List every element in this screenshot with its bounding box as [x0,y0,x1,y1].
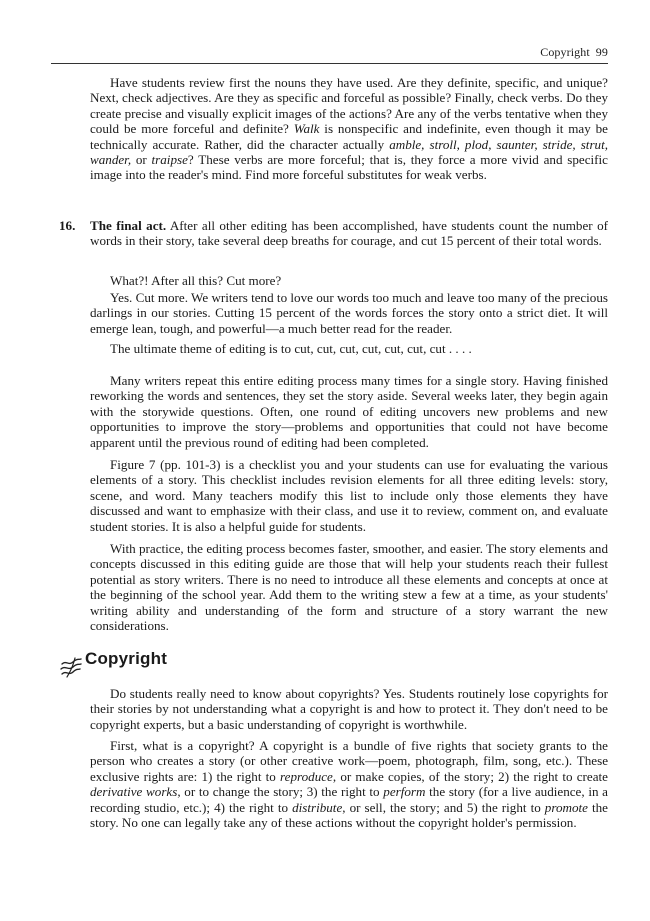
sub-paragraph: Yes. Cut more. We writers tend to love our words too much and leave too many of the precious darlings in our stories. Cutting 15 percent of the words forces the story onto a strict diet. It will emerge lean, tough, and powerful—a much better read for the reader. [90,290,608,336]
sub-paragraph: What?! After all this? Cut more? [110,273,282,288]
sub-paragraph: The ultimate theme of editing is to cut, cut, cut, cut, cut, cut, cut . . . . [110,341,472,356]
emphasis-derivative-works: derivative works [90,784,178,800]
page-number: 99 [595,45,608,59]
text-run: , or sell, the story; and 5) the right to [342,799,545,815]
emphasis-perform: perform [383,784,426,800]
running-head [540,45,608,60]
emphasis-walk: Walk [293,121,320,137]
running-header [51,39,608,64]
emphasis-distribute: distribute [292,799,343,815]
list-item-title: The final act. [90,218,167,233]
paragraph-figure-7: Figure 7 (pp. 101-3) is a checklist you and your students can use for evaluating the various elements of a story. This checklist includes revision elements for all three editing levels: story, scene, and word. Many teachers modify this list to include only those elements they have discussed and want to emphasize with their class, and use it to review, comment on, and evaluate student stories. It is also a helpful guide for students. [90,457,608,534]
list-item-body [90,218,608,249]
text-run: After all other editing has been accomplished, have students count the number of words in their story, take several deep breaths for courage, and cut 15 percent of their total words. [90,218,608,249]
text-run: , or to change the story; 3) the right to [177,784,384,800]
text-run: ? These verbs are more forceful; that is, they force a more vivid and specific image into the reader's mind. Find more forceful substitutes for weak verbs. [90,152,608,183]
paragraph-word-level-editing [90,75,608,183]
emphasis-verb-list: amble, stroll, plod, saunter, stride, strut, wander, [90,136,608,168]
emphasis-promote: promote [544,799,588,815]
paragraph-practice: With practice, the editing process becomes faster, smoother, and easier. The story elements and concepts discussed in this editing guide are those that will help your students reach their fullest potential as story writers. There is no need to introduce all these elements and concepts at once at the beginning of the school year. Add them to the writing stew a few at a time, as your students' writing ability and understanding of the form and structure of a story warrant the new considerations. [90,541,608,634]
swirl-ornament-icon [59,656,83,678]
section-title: Copyright [85,649,168,668]
running-title: Copyright [540,45,590,59]
text-run: First, what is a copyright? A copyright is a bundle of five rights that society grants to the person who creates a story (or other creative work—poem, photograph, film, song, etc.). These exclusive rights are: 1) the right to [90,738,608,784]
emphasis-traipse: traipse [151,152,188,168]
paragraph-copyright-intro: Do students really need to know about copyrights? Yes. Students routinely lose copyrights for their stories by not understanding what a copyright is and how to protect it. They don't need to be copyright experts, but a basic understanding of copyright is worthwhile. [90,686,608,732]
text-run: , or make copies, of the story; 2) the right to create [332,768,608,784]
paragraph-copyright-definition [90,738,608,830]
text-run: the story. No one can legally take any of these actions without the copyright holder's permission. [90,799,608,831]
text-run: Have students review first the nouns they have used. Are they definite, specific, and unique? Next, check adjectives. Are they as specific and forceful as possible? Finally, check verbs. Do they create precise and visually explicit images of the actions? Are any of the verbs tentative when they could be more forceful and definite? [90,75,608,137]
list-item-number: 16. [59,218,76,233]
paragraph-repeat-process: Many writers repeat this entire editing process many times for a single story. Having finished reworking the words and sentences, they set the story aside. Several weeks later, they begin again with the storywide questions. Often, one round of editing uncovers new problems and new opportunities to improve the story—problems and opportunities that could not have become apparent until the previous round of editing had been completed. [90,373,608,450]
text-run: the story (for a live audience, in a recording studio, etc.); 4) the right to [90,784,608,815]
text-run: or [131,152,152,168]
emphasis-reproduce: reproduce [280,768,333,784]
section-heading [59,651,359,681]
text-run: is nonspecific and indefinite, even though it may be technically accurate. Rather, did the character actually [90,121,608,152]
